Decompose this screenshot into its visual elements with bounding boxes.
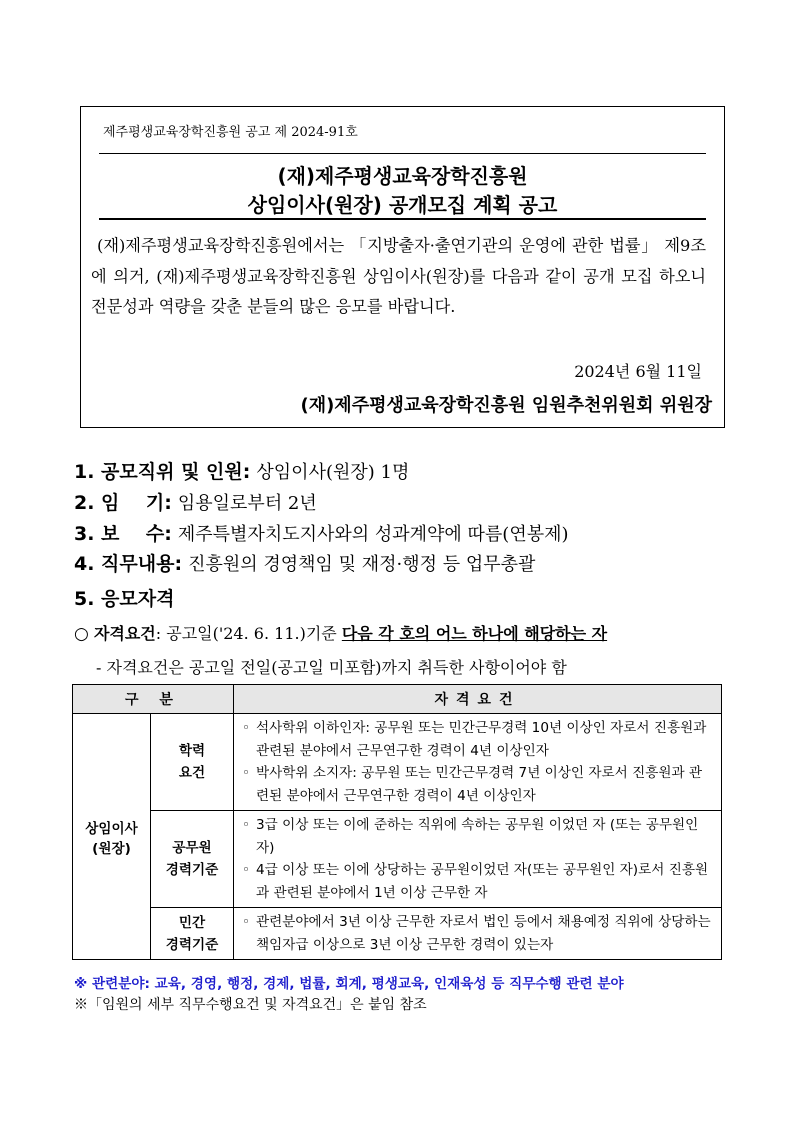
qualification-table [72,684,722,960]
table-row [73,811,722,908]
notice-signer: (재)제주평생교육장학진흥원 임원추천위원회 위원장 [300,395,712,416]
requirement-emphasis: 다음 각 호의 어느 하나에 해당하는 자 [341,624,608,643]
category-cell [151,908,234,960]
category-cell [151,811,234,908]
section-heading: 3. 보 수: [74,523,172,545]
section-heading: 1. 공모직위 및 인원: [74,461,251,483]
category-label: 공무원 경력기준 [165,840,219,878]
notice-title-line2: 상임이사(원장) 공개모집 계획 공고 [247,193,558,217]
section-value: 제주특별자치도지사와의 성과계약에 따름(연봉제) [177,524,569,545]
condition-text: 관련분야에서 3년 이상 근무한 자로서 법인 등에서 채용예정 직위에 상당하는 책임자급 이상으로 3년 이상 근무한 경력이 있는자 [256,914,711,953]
list-item [242,859,715,904]
section-eligibility: 5. 응모자격 [74,588,175,610]
section-heading: 4. 직무내용: [74,553,183,575]
table-header-row [73,685,722,714]
header-requirements: 자격요건 [234,685,722,714]
condition-cell [234,908,722,960]
list-item [242,814,715,859]
position-label: 상임이사 (원장) [85,820,138,857]
bullet-icon: ◦ [242,765,251,781]
condition-cell [234,811,722,908]
list-item [242,762,715,807]
notice-date: 2024년 6월 11일 [574,362,702,381]
footnote-reference: ※「임원의 세부 직무수행요건 및 자격요건」은 붙임 참조 [74,997,427,1013]
bullet-icon: ◦ [242,862,251,878]
circle-bullet-icon: ○ [74,624,89,644]
footnote-related-fields: ※ 관련분야: 교육, 경영, 행정, 경제, 법률, 회계, 평생교육, 인재육성 등 직무수행 관련 분야 [74,976,624,992]
table-row [73,714,722,811]
position-cell [73,714,151,960]
table-row [73,908,722,960]
section-value: 진흥원의 경영책임 및 재정·행정 등 업무총괄 [188,554,536,575]
section-duties [74,549,535,576]
condition-cell [234,714,722,811]
notice-title-line1: (재)제주평생교육장학진흥원 [277,164,528,188]
requirement-line [74,621,607,644]
category-cell [151,714,234,811]
list-item [242,717,715,762]
section-term [74,488,317,515]
condition-text: 4급 이상 또는 이에 상당하는 공무원이었던 자(또는 공무원인 자)로서 진흥원과 관련된 분야에서 1년 이상 근무한 자 [256,862,709,901]
section-pay [74,519,569,546]
category-label: 학력 요건 [178,743,206,781]
section-heading: 2. 임 기: [74,492,172,514]
section-value: 상임이사(원장) 1명 [256,462,410,483]
condition-text: 박사학위 소지자: 공무원 또는 민간근무경력 7년 이상인 자로서 진흥원과 관련된 분야에서 근무연구한 경력이 4년 이상인자 [256,765,703,804]
section-value: 임용일로부터 2년 [177,493,317,514]
bullet-icon: ◦ [242,914,251,930]
header-category: 구 분 [73,685,234,714]
section-position [74,457,409,484]
notice-box [80,106,725,428]
requirement-date: : 공고일('24. 6. 11.)기준 [155,624,342,643]
divider [99,218,706,220]
requirement-label: 자격요건 [93,624,156,643]
bullet-icon: ◦ [242,720,251,736]
list-item [242,911,715,956]
divider [99,153,706,154]
condition-text: 3급 이상 또는 이에 준하는 직위에 속하는 공무원 이었던 자 (또는 공무원인 자) [256,817,699,856]
notice-body: (재)제주평생교육장학진흥원에서는 「지방출자·출연기관의 운영에 관한 법률」 제9조에 의거, (재)제주평생교육장학진흥원 상임이사(원장)를 다음과 같이 공개 모집 하오니 전문성과 역량을 갖춘 분들의 많은 응모를 바랍니다. [91,236,706,316]
category-label: 민간 경력기준 [165,914,219,953]
requirement-note: - 자격요건은 공고일 전일(공고일 미포함)까지 취득한 사항이어야 함 [96,658,567,677]
bullet-icon: ◦ [242,817,251,833]
condition-text: 석사학위 이하인자: 공무원 또는 민간근무경력 10년 이상인 자로서 진흥원과 관련된 분야에서 근무연구한 경력이 4년 이상인자 [256,720,707,759]
notice-number: 제주평생교육장학진흥원 공고 제 2024-91호 [103,125,358,140]
